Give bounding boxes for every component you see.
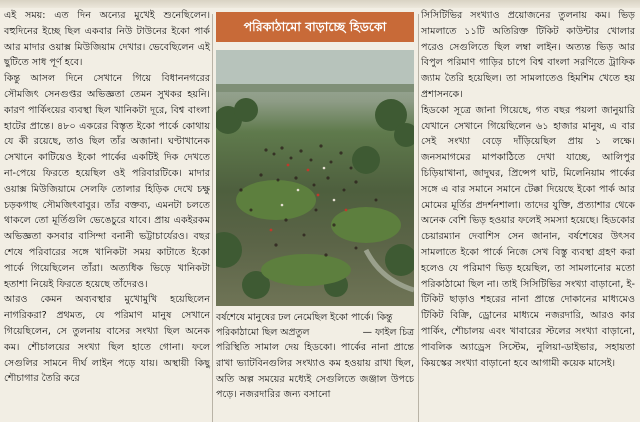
photo-caption bbox=[216, 310, 414, 340]
headline-banner: পরিকাঠামো বাড়াচ্ছে হিডকো bbox=[216, 12, 414, 42]
article-paragraph: সিসিটিভির সংখ্যাও প্রয়োজনের তুলনায় কম। ভিড় সামলাতে ১১টি অতিরিক্ত টিকিট কাউন্টার খোলার পরেও সেগুলিতে ছিল লম্বা লাইন। অত্যন্ত ভিড় আর বিপুল পরিমাণ গাড়ির চাপে বিশ্ব বাংলা সরণিতে ট্রাফিক জ্যাম তৈরি হয়েছিল। তা সামলাতেও হিমশিম খেতে হয় প্রশাসনকে। bbox=[421, 10, 635, 100]
article-paragraph: কিন্তু আসল দিনে সেখানে গিয়ে বিধাননগরের সৌমজিৎ সেনগুপ্তর অভিজ্ঞতা তেমন সুখকর হয়নি। কারণ পার্কিংয়ের ব্যবস্থা ছিল খানিকটা দূরে, বিশ্ব বাংলা হাটের প্রান্তে। ৪৮০ একরের বিস্তৃত ইকো পার্কে কোথায় যে কী রয়েছে, তাও ছিল তাঁর অজানা। ঘণ্টাখানেক সেখানে কাটিয়েও ইকো পার্কের একটিই দিক দেখতে না-পেয়ে ফিরতে হয়েছিল ওই পরিবারটিকে। মাদার ওয়াক্স মিউজিয়ামে সেলফি তোলার হিড়িক দেখে চক্ষু চড়কগাছ সৌমজিৎবাবুর। তাঁর বক্তব্য, এমনটা চলতে থাকলে তো মূর্তিগুলি ভেঙেচুরে যাবে। প্রায় একইরকম অভিজ্ঞতা কসবার বাসিন্দা বনানী ভট্টাচার্যেরও। বছর শেষে পরিবারের সঙ্গে খানিকটা সময় কাটাতে ইকো পার্কে গিয়েছিলেন তাঁরা। অত্যধিক ভিড়ে খানিকটা হতাশা নিয়েই ফিরতে হয়েছে তাঁদেরও। bbox=[4, 73, 210, 290]
column-divider bbox=[418, 14, 419, 422]
crowd-photo-drawing bbox=[216, 50, 414, 306]
article-paragraph: আরও কেমন অব্যবস্থার মুখোমুখি হয়েছিলেন নাগরিকরা? প্রথমত, যে পরিমাণ মানুষ সেখানে গিয়েছিলেন, সে তুলনায় বাসের সংখ্যা ছিল অনেক কম। শৌচালয়ের সংখ্যা ছিল হাতে গোনা। ফলে সেগুলির সামনে দীর্ঘ লাইন পড়ে যায়। অস্থায়ী কিছু শৌচাগার তৈরি করে bbox=[4, 294, 210, 385]
column-divider bbox=[212, 14, 213, 422]
photo-credit: — ফাইল চিত্র bbox=[362, 327, 414, 338]
top-edge bbox=[0, 0, 640, 8]
article-paragraph: পরিস্থিতি সামাল দেয় হিডকো। পার্কের নানা প্রান্তে রাখা ভ্যাটবিনগুলির সংখ্যাও কম হওয়ায় রাখা ছিল, অতি অল্প সময়ের মধ্যেই সেগুলিতে জঞ্জাল উপচে পড়ে। নজরদারির জন্য বসানো bbox=[216, 342, 414, 401]
caption-text: বর্ষশেষে মানুষের ঢল নেমেছিল ইকো পার্কে। কিন্তু পরিকাঠামো ছিল অপ্রতুল bbox=[216, 312, 393, 338]
article-column-left bbox=[4, 8, 210, 387]
article-column-right bbox=[421, 8, 635, 371]
article-column-center bbox=[216, 8, 414, 403]
article-paragraph: এই সময়: এত দিন অন্যের মুখেই শুনেছিলেন। বহুদিনের ইচ্ছে ছিল একবার নিউ টাউনের ইকো পার্ক আর মাদার ওয়াক্স মিউজিয়াম দেখার। ভেবেছিলেন এই ছুটিতে সাধ পূর্ণ হবে। bbox=[4, 10, 210, 69]
crowd-photo bbox=[216, 50, 414, 306]
article-paragraph: হিডকো সূত্রে জানা গিয়েছে, গত বছর পয়লা জানুয়ারি যেখানে সেখানে গিয়েছিলেন ৬১ হাজার মানুষ, এ বার সেই সংখ্যা বেড়ে দাঁড়িয়েছিল প্রায় ১ লক্ষে। জনসমাগমের মাপকাঠিতে দেখা যাচ্ছে, আলিপুর চিড়িয়াখানা, জাদুঘর, প্রিন্সেপ ঘাট, মিলেনিয়াম পার্কের সঙ্গে এ বার সমানে সমানে টেক্কা দিয়েছে ইকো পার্ক আর মোমের মূর্তির প্রদর্শনশালা। তাদের যুক্তি, প্রত্যাশার থেকে অনেক বেশি ভিড় হওয়ার ফলেই সমস্যা হয়েছে। হিডকোর চেয়ারম্যান দেবাশিস সেন জানান, বর্ষশেষের উৎসব সামলাতে ইকো পার্কে নিজে সেখ বিস্তু ব্যবস্থা গ্রহণ করা হলেও যে পরিমাণ ভিড় হয়েছিল, তা সামলানোর মতো পরিকাঠামো ছিল না। তাই সিসিটিভির সংখ্যা বাড়ানো, ই-টিকিট ছাড়াও শহরের নানা প্রান্তে দোকানের মাধ্যমেও টিকিট বিক্রি, ড্রোনের মাধ্যমে নজরদারি, আরও কার পার্কিং, শৌচালয় এবং খাবারের স্টলের সংখ্যা বাড়ানো, পাবলিক অ্যাড্রেস সিস্টেম, নুলিয়া-ডাইভার, সহায়তা কিয়স্কের সংখ্যা বাড়ানো হবে আগামী কয়েক মাসেই। bbox=[421, 104, 635, 369]
